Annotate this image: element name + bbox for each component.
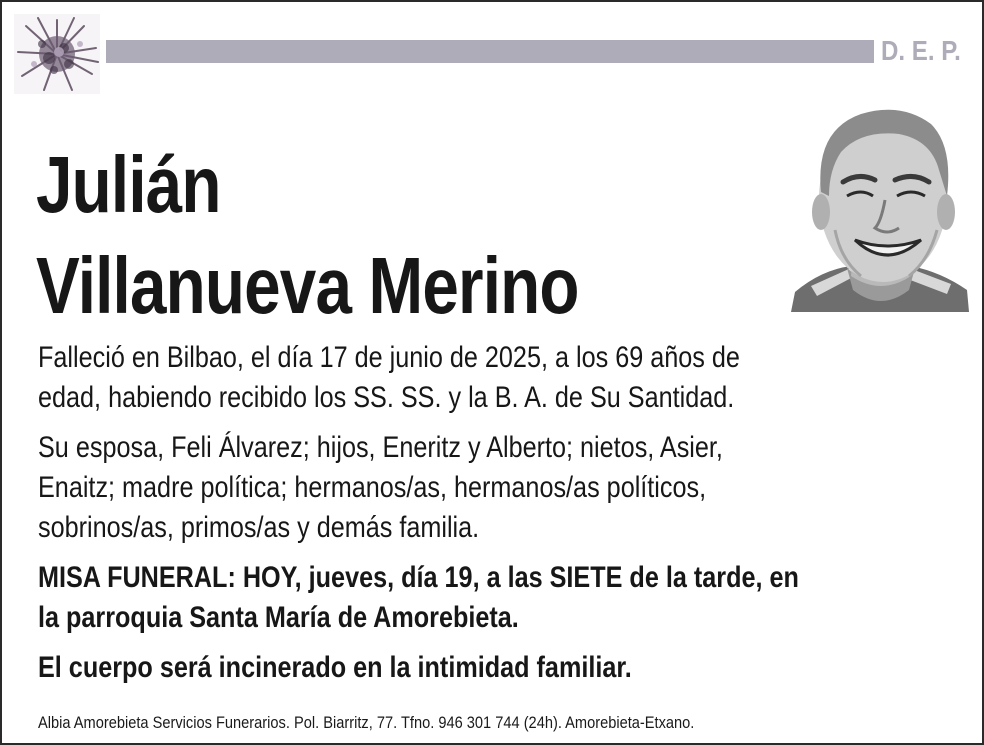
dep-label: D. E. P. [881,35,961,66]
text-line: edad, habiendo recibido los SS. SS. y la B. A. de Su Santidad. [38,381,735,414]
cremation-paragraph [38,648,945,688]
surnames: Villanueva Merino [36,241,579,330]
funeral-paragraph [38,558,945,638]
first-name: Julián [36,140,221,229]
funeral-home-footer: Albia Amorebieta Servicios Funerarios. Pol. Biarritz, 77. Tfno. 946 301 744 (24h). Amorebieta-Etxano. [38,713,695,732]
header-bar [106,40,874,63]
text-line: la parroquia Santa María de Amorebieta. [38,601,519,634]
family-paragraph [38,428,945,548]
text-line: Su esposa, Feli Álvarez; hijos, Eneritz y Alberto; nietos, Asier, [38,431,723,464]
text-line: El cuerpo será incinerado en la intimidad familiar. [38,651,632,684]
text-line: Falleció en Bilbao, el día 17 de junio de 2025, a los 69 años de [38,341,740,374]
text-line: MISA FUNERAL: HOY, jueves, día 19, a las SIETE de la tarde, en [38,561,799,594]
portrait-photo [791,100,969,312]
death-paragraph [38,338,945,418]
text-line: sobrinos/as, primos/as y demás familia. [38,511,480,544]
text-line: Enaitz; madre política; hermanos/as, hermanos/as políticos, [38,471,707,504]
obituary-body [38,338,945,688]
deceased-name [36,134,579,336]
flower-emblem-icon [14,14,100,94]
